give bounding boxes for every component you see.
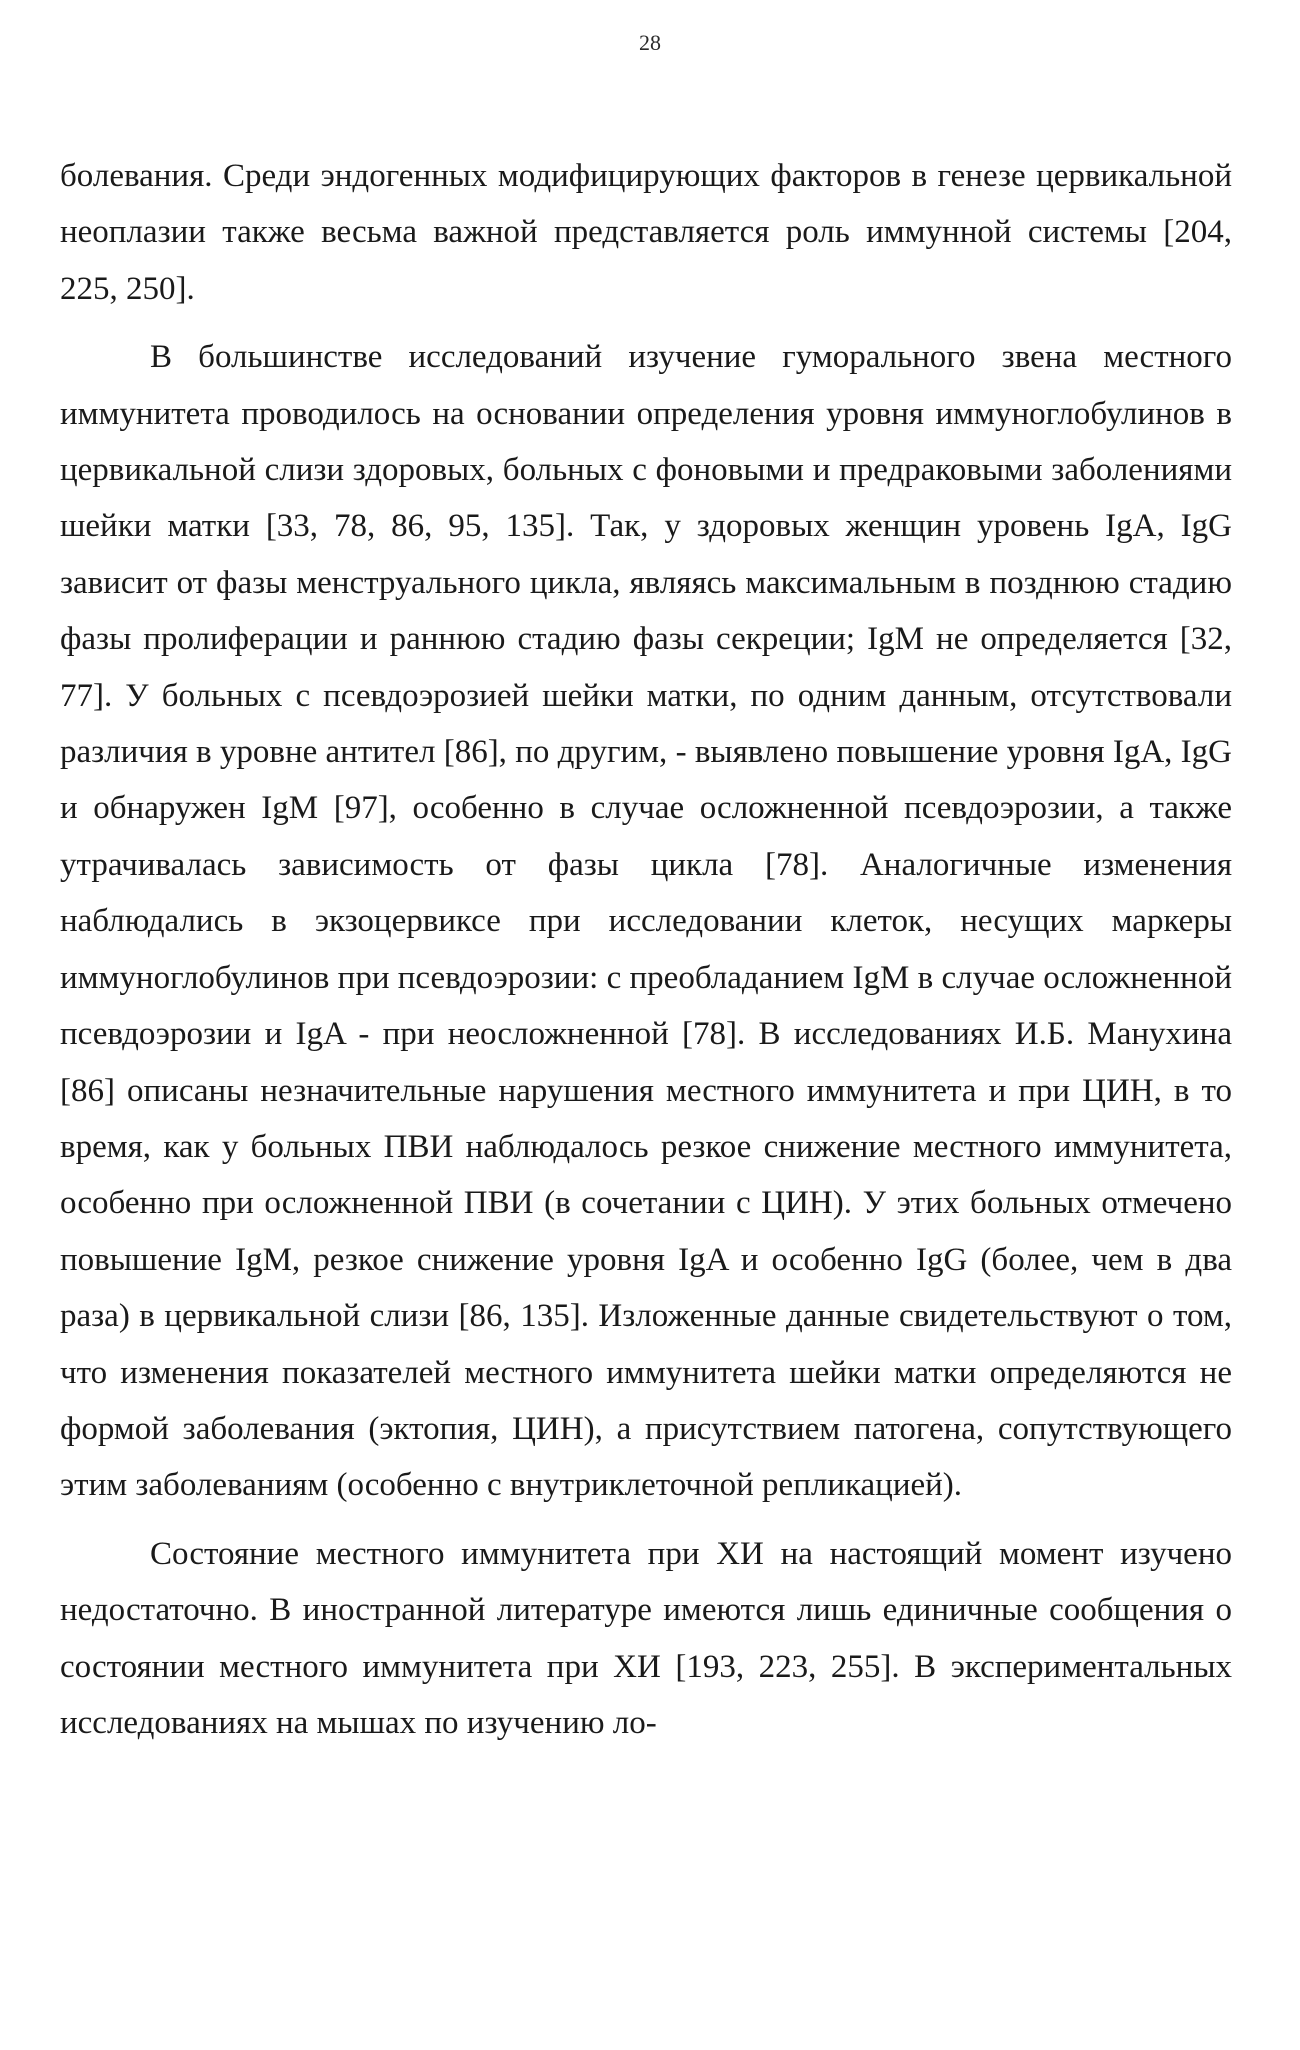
page-number: 28 bbox=[639, 30, 661, 55]
paragraph-1: болевания. Среди эндогенных модифицирующих факторов в генезе цервикальной неоплазии также весьма важной представляется роль иммунной системы [204, 225, 250]. bbox=[60, 158, 1232, 307]
paragraph-2: В большинстве исследований изучение гуморального звена местного иммунитета проводилось на основании определения уровня иммуноглобулинов в цервикальной слизи здоровых, больных с фоновыми и предраковыми заболениями шейки матки [33, 78, 86, 95, 135]. Так, у здоровых женщин уровень IgA, IgG зависит от фазы менструального цикла, являясь максимальным в позднюю стадию фазы пролиферации и раннюю стадию фазы секреции; IgM не определяется [32, 77]. У больных с псевдоэрозией шейки матки, по одним данным, отсутствовали различия в уровне антител [86], по другим, - выявлено повышение уровня IgA, IgG и обнаружен IgM [97], особенно в случае осложненной псевдоэрозии, а также утрачивалась зависимость от фазы цикла [78]. Аналогичные изменения наблюдались в экзоцервиксе при исследовании клеток, несущих маркеры иммуноглобулинов при псевдоэрозии: с преобладанием IgM в случае осложненной псевдоэрозии и IgA - при неосложненной [78]. В исследованиях И.Б. Манухина [86] описаны незначительные нарушения местного иммунитета и при ЦИН, в то время, как у больных ПВИ наблюдалось резкое снижение местного иммунитета, особенно при осложненной ПВИ (в сочетании с ЦИН). У этих больных отмечено повышение IgM, резкое снижение уровня IgA и особенно IgG (более, чем в два раза) в цервикальной слизи [86, 135]. Изложенные данные свидетельствуют о том, что изменения показателей местного иммунитета шейки матки определяются не формой заболевания (эктопия, ЦИН), а присутствием патогена, сопутствующего этим заболеваниям (особенно с внутриклеточной репликацией). bbox=[60, 339, 1232, 1504]
paragraph-3: Состояние местного иммунитета при ХИ на настоящий момент изучено недостаточно. В иностранной литературе имеются лишь единичные сообщения о состоянии местного иммунитета при ХИ [193, 223, 255]. В экспериментальных исследованиях на мышах по изучению ло- bbox=[60, 1535, 1232, 1741]
body-text bbox=[60, 148, 1232, 1751]
